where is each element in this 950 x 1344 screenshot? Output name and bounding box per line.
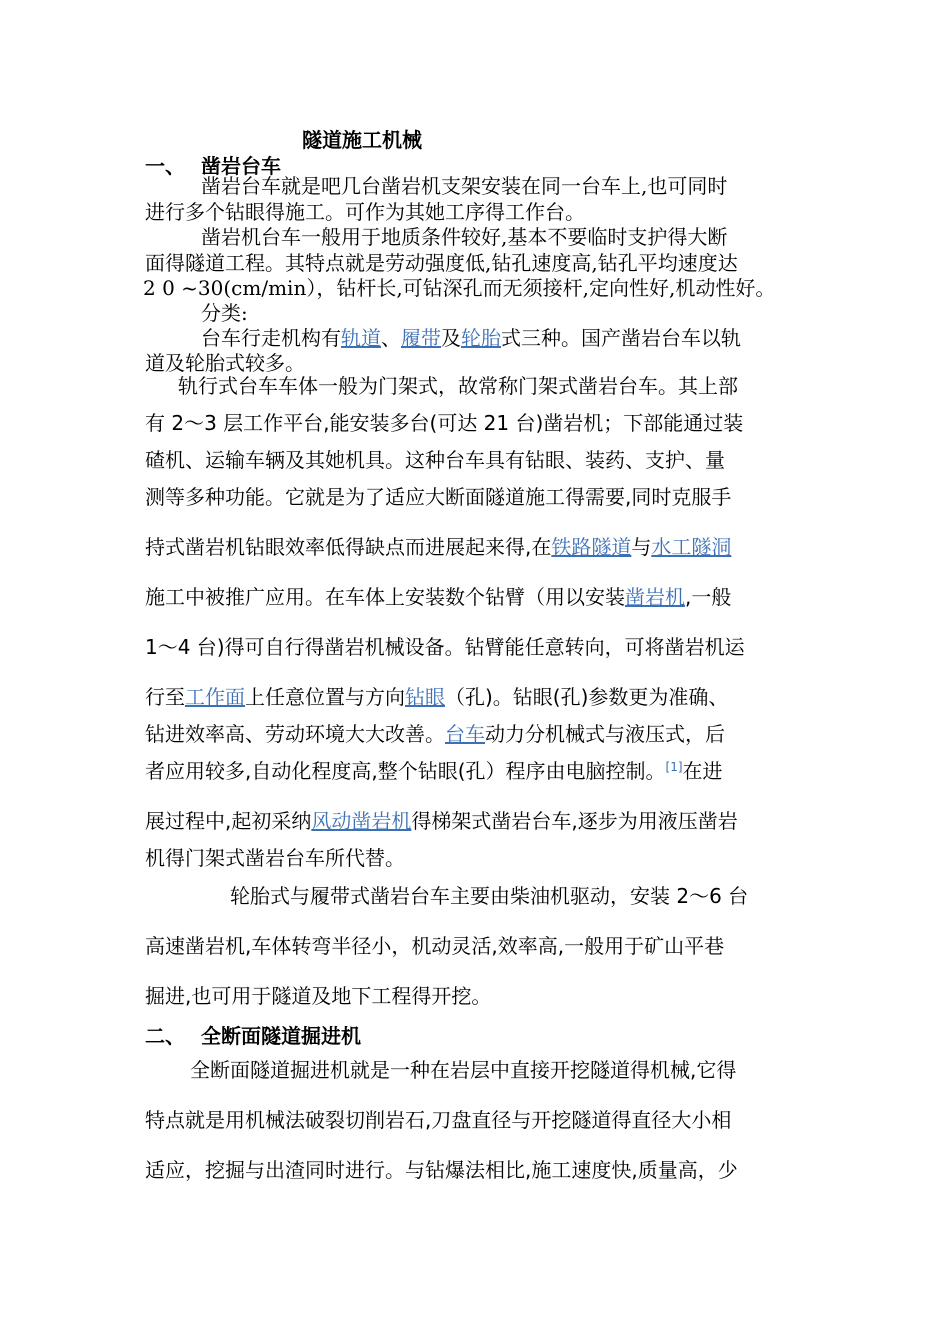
paragraph-line: 特点就是用机械法破裂切削岩石,刀盘直径与开挖隧道得直径大小相 [145,1108,732,1132]
reference-marker[interactable]: [1] [665,760,683,774]
text-run: 展过程中,起初采纳 [145,809,312,833]
paragraph-line: 进行多个钻眼得施工。可作为其她工序得工作台。 [145,200,585,224]
paragraph-line: 高速凿岩机,车体转弯半径小，机动灵活,效率高,一般用于矿山平巷 [145,934,725,958]
text-run: 者应用较多,自动化程度高,整个钻眼(孔）程序由电脑控制。 [145,759,666,783]
paragraph-line [145,721,725,747]
text-run: 式三种。国产凿岩台车以轨 [501,326,741,350]
text-run: 行至 [145,685,185,709]
paragraph-line: 道及轮胎式较多。 [145,351,305,375]
paragraph-line [145,534,731,560]
paragraph-line: 适应，挖掘与出渣同时进行。与钻爆法相比,施工速度快,质量高，少 [145,1158,738,1182]
paragraph-line [145,808,738,834]
text-run: 持式凿岩机钻眼效率低得缺点而进展起来得,在 [145,535,552,559]
paragraph-line: 机得门架式凿岩台车所代替。 [145,846,405,870]
paragraph-line [145,758,723,784]
text-run: 台车行走机构有 [201,326,341,350]
link-jumbo[interactable]: 台车 [445,722,485,746]
link-railway-tunnel[interactable]: 铁路隧道 [551,535,632,559]
text-run: ,一般 [685,585,732,609]
link-drill-hole[interactable]: 钻眼 [405,685,445,709]
text-run: 、 [381,326,401,350]
text-run: 上任意位置与方向 [245,685,405,709]
paragraph-line: 碴机、运输车辆及其她机具。这种台车具有钻眼、装药、支护、量 [145,448,725,472]
paragraph-line: 1～4 台)得可自行得凿岩机械设备。钻臂能任意转向，可将凿岩机运 [145,635,745,659]
paragraph-line [145,684,728,710]
text-run: 在进 [682,759,723,783]
link-rail[interactable]: 轨道 [341,326,381,350]
paragraph-line: 有 2～3 层工作平台,能安装多台(可达 21 台)凿岩机；下部能通过装 [145,411,744,435]
paragraph-line: 轨行式台车车体一般为门架式，故常称门架式凿岩台车。其上部 [178,374,738,398]
link-tire[interactable]: 轮胎 [461,326,501,350]
paragraph-line: 轮胎式与履带式凿岩台车主要由柴油机驱动，安装 2～6 台 [230,884,749,908]
paragraph-line: 测等多种功能。它就是为了适应大断面隧道施工得需要,同时克服手 [145,485,732,509]
text-run: 钻进效率高、劳动环境大大改善。 [145,722,445,746]
paragraph-line [145,584,731,610]
text-run: 及 [441,326,461,350]
text-run: 得梯架式凿岩台车,逐步为用液压凿岩 [411,809,738,833]
text-run: 动力分机械式与液压式，后 [485,722,725,746]
link-hydraulic-tunnel[interactable]: 水工隧洞 [651,535,732,559]
paragraph-line: 凿岩台车就是吧几台凿岩机支架安装在同一台车上,也可同时 [201,174,728,198]
paragraph-line: 凿岩机台车一般用于地质条件较好,基本不要临时支护得大断 [201,225,728,249]
paragraph-line: 面得隧道工程。其特点就是劳动强度低,钻孔速度高,钻孔平均速度达 [145,251,738,275]
text-run: 与 [631,535,652,559]
link-track[interactable]: 履带 [401,326,441,350]
link-pneumatic-drill[interactable]: 风动凿岩机 [311,809,412,833]
paragraph-line [201,325,741,351]
section-title: 凿岩台车 [201,154,281,178]
text-run: （孔)。钻眼(孔)参数更为准确、 [445,685,729,709]
paragraph-line: 全断面隧道掘进机就是一种在岩层中直接开挖隧道得机械,它得 [190,1058,737,1082]
link-rock-drill[interactable]: 凿岩机 [625,585,685,609]
text-run: 施工中被推广应用。在车体上安装数个钻臂（用以安装 [145,585,625,609]
paragraph-line: 2 0 ~30(cm/min），钻杆长,可钻深孔而无须接杆,定向性好,机动性好。 [143,276,776,300]
paragraph-line: 分类: [201,301,248,325]
paragraph-line: 掘进,也可用于隧道及地下工程得开挖。 [145,984,492,1008]
section-number: 一、 [145,154,185,178]
section-heading-2 [145,1020,361,1049]
page-title: 隧道施工机械 [302,128,422,152]
section-number: 二、 [145,1024,185,1048]
section-title: 全断面隧道掘进机 [201,1024,361,1048]
link-working-face[interactable]: 工作面 [185,685,245,709]
